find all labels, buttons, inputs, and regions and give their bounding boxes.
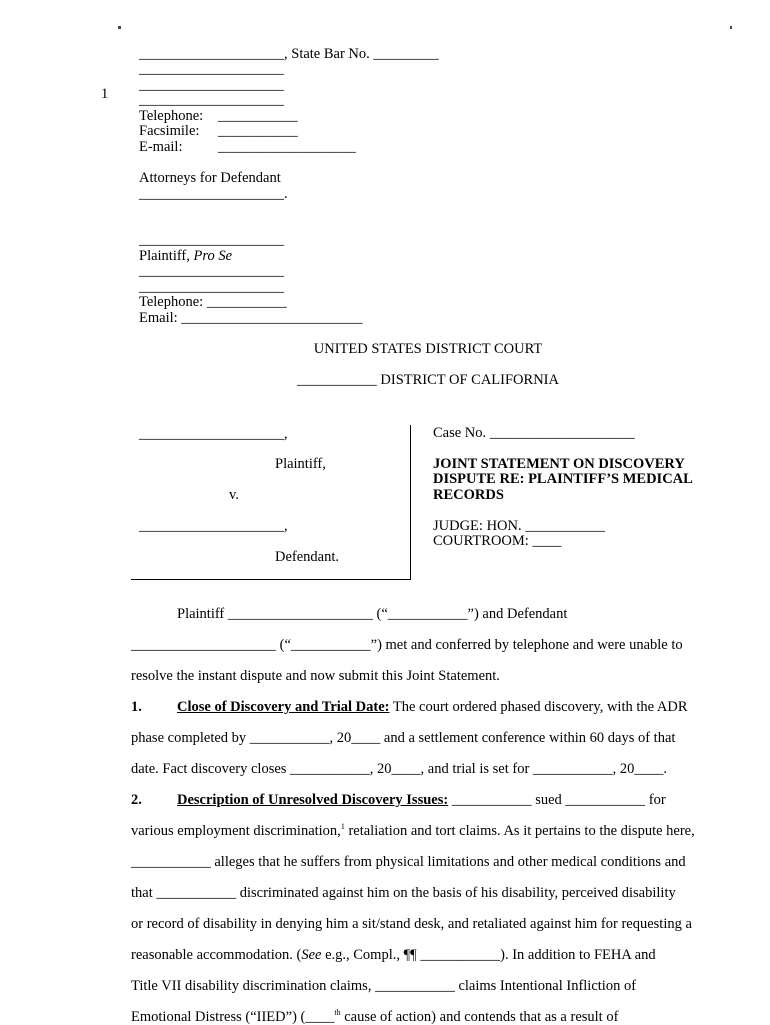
email-label: E-mail: [139,139,183,155]
plaintiff-address-line: ____________________ [139,263,284,279]
body-line: ____________________ (“___________”) met and conferred by telephone and were unable to [131,637,683,653]
plaintiff-pro-se-label [139,248,232,264]
body-line: date. Fact discovery closes ___________, 20____, and trial is set for ___________, 20____. [131,761,668,777]
body-text: retaliation and tort claims. As it pertains to the dispute here, [344,823,695,839]
telephone-label: Telephone: [139,108,204,124]
courtroom-line: COURTROOM: ____ [433,533,562,549]
section-1-heading-line [131,699,726,715]
caption-defendant-label: Defendant. [275,549,340,565]
document-title-line: RECORDS [433,487,504,503]
caption-box [131,425,411,580]
section-number: 2. [131,792,142,808]
body-text: e.g., Compl., ¶¶ ___________). In addition to FEHA and [321,947,656,963]
attorney-address-line: ____________________ [139,61,284,77]
plaintiff-name-line: ____________________ [139,232,284,248]
body-text: cause of action) and contends that as a result of [340,1009,619,1025]
section-2-heading-line [131,792,726,808]
body-line: that ___________ discriminated against him on the basis of his disability, perceived disability [131,885,676,901]
attorneys-for: Attorneys for Defendant [139,170,281,186]
body-line [131,1009,726,1025]
facsimile-blank: ___________ [218,123,298,139]
body-line [131,823,726,839]
section-number: 1. [131,699,142,715]
caption-plaintiff-blank: ____________________, [139,426,288,442]
case-number: Case No. ____________________ [433,425,635,441]
body-line: resolve the instant dispute and now submit this Joint Statement. [131,668,500,684]
section-text: The court ordered phased discovery, with the ADR [389,699,688,715]
court-name: UNITED STATES DISTRICT COURT [313,341,543,357]
judge-line: JUDGE: HON. ___________ [433,518,605,534]
telephone-blank: ___________ [218,108,298,124]
plaintiff-email: Email: _________________________ [139,310,363,326]
attorneys-for-blank: ____________________. [139,186,288,202]
court-district: ___________ DISTRICT OF CALIFORNIA [297,372,559,388]
corner-mark-left [118,26,121,29]
body-line: Title VII disability discrimination claims, ___________ claims Intentional Infliction of [131,978,637,994]
caption-plaintiff-label: Plaintiff, [275,456,326,472]
email-blank: ___________________ [218,139,356,155]
caption-defendant-blank: ____________________, [139,518,288,534]
body-text: Emotional Distress (“IIED”) (____ [131,1009,335,1025]
line-number: 1 [101,86,109,102]
body-line: phase completed by ___________, 20____ and a settlement conference within 60 days of that [131,730,676,746]
body-line [131,947,726,963]
body-line: or record of disability in denying him a sit/stand desk, and retaliated against him for requesting a [131,916,692,932]
section-heading: Close of Discovery and Trial Date: [177,699,390,715]
ordinal-suffix: th [334,1008,341,1018]
see-signal: See [301,947,322,963]
body-text: reasonable accommodation. ( [131,947,302,963]
attorney-name-line: ____________________, State Bar No. _________ [139,46,439,62]
body-line: Plaintiff ____________________ (“___________”) and Defendant [177,606,568,622]
section-heading: Description of Unresolved Discovery Issues: [177,792,449,808]
body-text: various employment discrimination, [131,823,341,839]
footnote-marker[interactable]: 1 [340,822,345,832]
document-title-line: DISPUTE RE: PLAINTIFF’S MEDICAL [433,471,693,487]
caption-versus: v. [229,487,239,503]
document-title-line: JOINT STATEMENT ON DISCOVERY [433,456,685,472]
corner-mark-right [730,26,732,29]
plaintiff-telephone: Telephone: ___________ [139,294,287,310]
attorney-address-line: ____________________ [139,77,284,93]
facsimile-label: Facsimile: [139,123,200,139]
section-text: ___________ sued ___________ for [448,792,666,808]
body-line: ___________ alleges that he suffers from physical limitations and other medical conditions and [131,854,686,870]
plaintiff-label: Plaintiff, [139,248,194,264]
pro-se-text: Pro Se [193,248,233,264]
attorney-address-line: ____________________ [139,92,284,108]
plaintiff-address-line: ____________________ [139,279,284,295]
